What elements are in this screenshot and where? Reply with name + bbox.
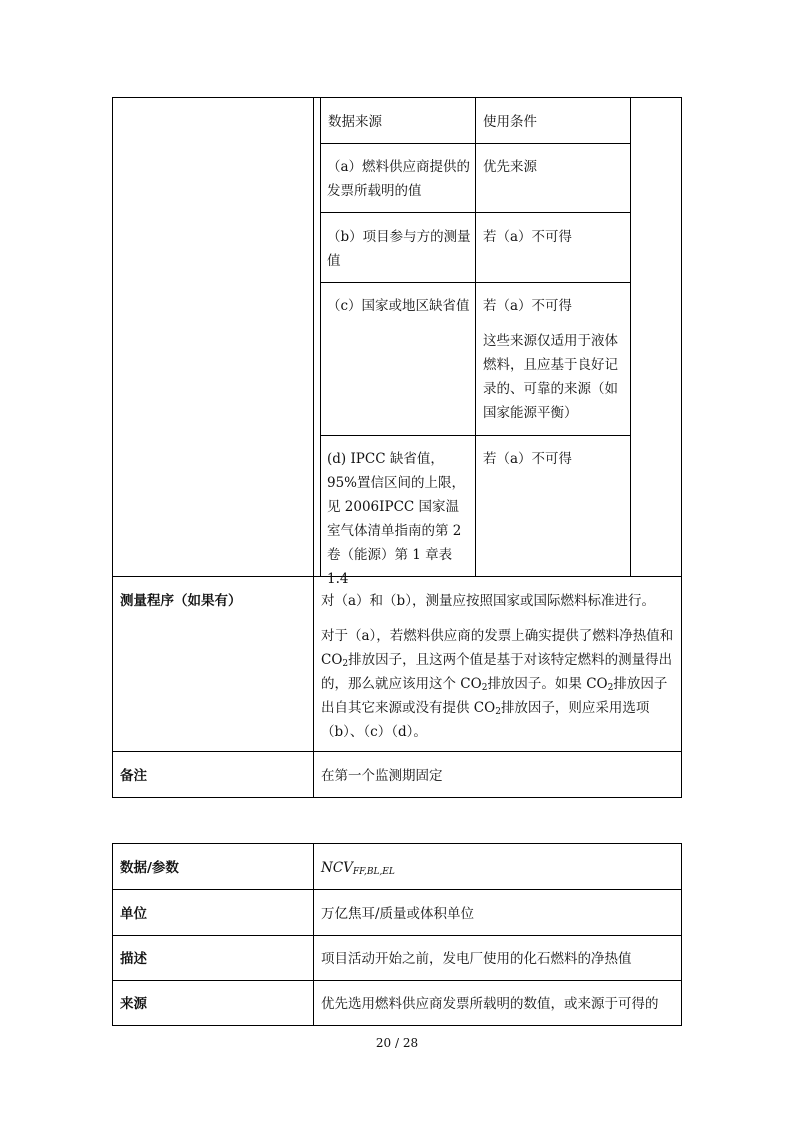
inner-row-c-condition: 若（a）不可得 — [483, 298, 573, 314]
inner-row-c-source: （c）国家或地区缺省值 — [327, 298, 470, 314]
measurement-p2: 对于（a），若燃料供应商的发票上确实提供了燃料净热值和 $CO_2$排放因子，且这两个值是基于对该特定燃料的测量得出的，那么就应该用这个 $CO_2$排放因子。如果 $CO_2$排放因子出自其它来源或没有提供 $CO_2$排放因子，则应采用选项（b）、（c）（d）。 — [321, 628, 674, 740]
page-number: 20 / 28 — [375, 1036, 419, 1050]
description-label: 描述 — [120, 951, 147, 967]
inner-row-a-condition: 优先来源 — [483, 159, 537, 175]
inner-row-a-source: （a）燃料供应商提供的发票所载明的值 — [327, 159, 471, 199]
inner-header-condition: 使用条件 — [483, 114, 537, 130]
inner-row-b-condition: 若（a）不可得 — [483, 229, 573, 245]
inner-row-d-condition: 若（a）不可得 — [483, 451, 573, 467]
description-value: 项目活动开始之前，发电厂使用的化石燃料的净热值 — [321, 951, 632, 967]
remarks-value: 在第一个监测期固定 — [321, 768, 443, 784]
param-value: $NCV_{FF,BL,EL}$ — [321, 860, 395, 877]
param-label: 数据/参数 — [120, 860, 179, 876]
source-label: 来源 — [120, 996, 147, 1012]
source-value: 优先选用燃料供应商发票所载明的数值，或来源于可得的 — [321, 996, 659, 1012]
inner-row-b-source: （b）项目参与方的测量值 — [327, 229, 471, 269]
unit-label: 单位 — [120, 906, 147, 922]
measurement-label: 测量程序（如果有） — [120, 593, 242, 609]
remarks-label: 备注 — [120, 768, 147, 784]
inner-header-source: 数据来源 — [328, 114, 382, 130]
inner-row-d-source: (d) IPCC 缺省值， 95%置信区间的上限，见 2006IPCC 国家温室气体清单指南的第 2 卷（能源）第 1 章表 1.4 — [327, 451, 466, 587]
unit-value: 万亿焦耳/质量或体积单位 — [321, 906, 475, 922]
measurement-p1: 对（a）和（b），测量应按照国家或国际燃料标准进行。 — [321, 593, 655, 609]
inner-row-c-note: 这些来源仅适用于液体燃料，且应基于良好记录的、可靠的来源（如国家能源平衡） — [483, 333, 618, 421]
